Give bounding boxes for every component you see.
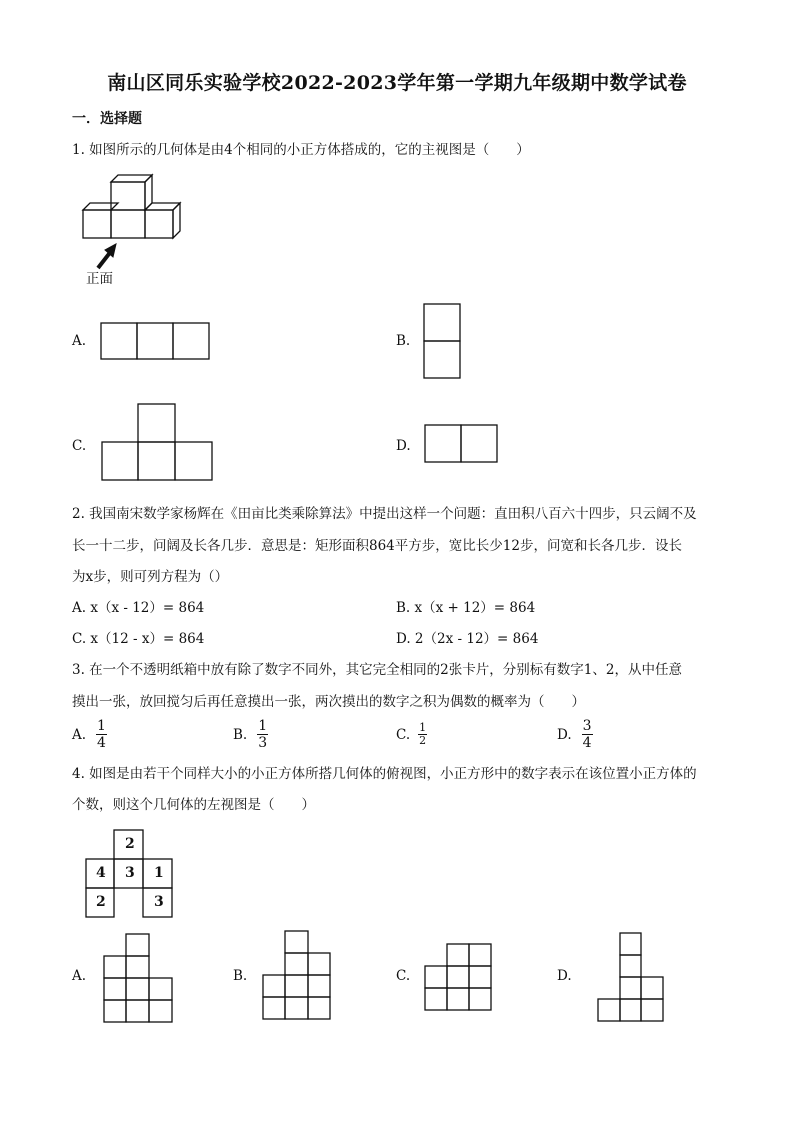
q4-grid-cell: 2	[96, 894, 106, 910]
q3-option-b-label: B.	[233, 726, 248, 743]
q4-grid-cell: 3	[154, 894, 164, 910]
q3-option-a[interactable]	[72, 718, 107, 751]
q1-isometric-figure	[75, 170, 185, 245]
section-heading: 一．选择题	[72, 111, 142, 127]
q1-option-d-figure[interactable]	[424, 424, 500, 464]
q4-line-2: 个数，则这个几何体的左视图是（ ）	[72, 797, 315, 813]
q2-option-d[interactable]: D. 2（2x - 12）= 864	[396, 631, 539, 647]
q4-option-a-figure[interactable]	[103, 933, 175, 1023]
q4-grid-cell: 4	[96, 865, 106, 881]
q4-grid-numbers	[85, 829, 175, 919]
q2-option-a[interactable]: A. x（x - 12）= 864	[72, 600, 205, 616]
q1-option-d-label[interactable]: D.	[396, 438, 411, 454]
q3-option-c[interactable]	[396, 722, 427, 747]
q3-line-1: 3. 在一个不透明纸箱中放有除了数字不同外，其它完全相同的2张卡片，分别标有数字1、2，从中任意	[72, 662, 682, 678]
q1-option-c-label[interactable]: C.	[72, 438, 87, 454]
q1-option-b-figure[interactable]	[423, 303, 463, 381]
q4-option-a-label[interactable]: A.	[72, 968, 87, 984]
q3-option-b-fraction: $\frac{1}{3}$	[258, 718, 268, 751]
q4-option-c-figure[interactable]	[424, 943, 496, 1013]
q4-grid-cell: 1	[154, 865, 164, 881]
q3-option-c-label: C.	[396, 726, 411, 743]
page-title: 南山区同乐实验学校2022-2023学年第一学期九年级期中数学试卷	[107, 72, 687, 94]
q1-option-b-label[interactable]: B.	[396, 333, 411, 349]
q4-grid-cell: 3	[125, 865, 135, 881]
q2-line-2: 长一十二步，问阔及长各几步．意思是：矩形面积864平方步，宽比长少12步，问宽和长各几步．设长	[72, 538, 682, 554]
q3-option-a-label: A.	[72, 726, 87, 743]
q3-option-a-fraction: $\frac{1}{4}$	[97, 718, 106, 751]
q4-option-d-figure[interactable]	[597, 932, 669, 1024]
q3-option-d-label: D.	[557, 726, 572, 743]
q3-option-b[interactable]	[233, 718, 268, 751]
q4-line-1: 4. 如图是由若干个同样大小的小正方体所搭几何体的俯视图，小正方形中的数字表示在该位置小正方体的	[72, 766, 697, 782]
q3-option-d-fraction: $\frac{3}{4}$	[582, 718, 592, 751]
q1-front-label: 正面	[86, 271, 113, 287]
q1-stem: 1. 如图所示的几何体是由4个相同的小正方体搭成的，它的主视图是（ ）	[72, 142, 530, 158]
q1-option-a-figure[interactable]	[100, 322, 212, 360]
q1-option-a-label[interactable]: A.	[72, 333, 87, 349]
q3-option-c-fraction: $\frac{1}{2}$	[419, 721, 427, 747]
q3-line-2: 摸出一张，放回搅匀后再任意摸出一张，两次摸出的数字之积为偶数的概率为（ ）	[72, 694, 585, 710]
q4-grid-cell: 2	[125, 836, 135, 852]
q4-option-d-label[interactable]: D.	[557, 968, 572, 984]
q2-line-1: 2. 我国南宋数学家杨辉在《田亩比类乘除算法》中提出这样一个问题：直田积八百六十四步，只云阔不及	[72, 506, 697, 522]
q4-option-b-label[interactable]: B.	[233, 968, 248, 984]
q2-option-c[interactable]: C. x（12 - x）= 864	[72, 631, 205, 647]
q4-option-c-label[interactable]: C.	[396, 968, 411, 984]
q4-option-b-figure[interactable]	[262, 930, 334, 1020]
q2-option-b[interactable]: B. x（x + 12）= 864	[396, 600, 536, 616]
q1-option-c-figure[interactable]	[101, 403, 215, 482]
q2-line-3: 为x步，则可列方程为（）	[72, 569, 229, 585]
q3-option-d[interactable]	[557, 718, 593, 751]
